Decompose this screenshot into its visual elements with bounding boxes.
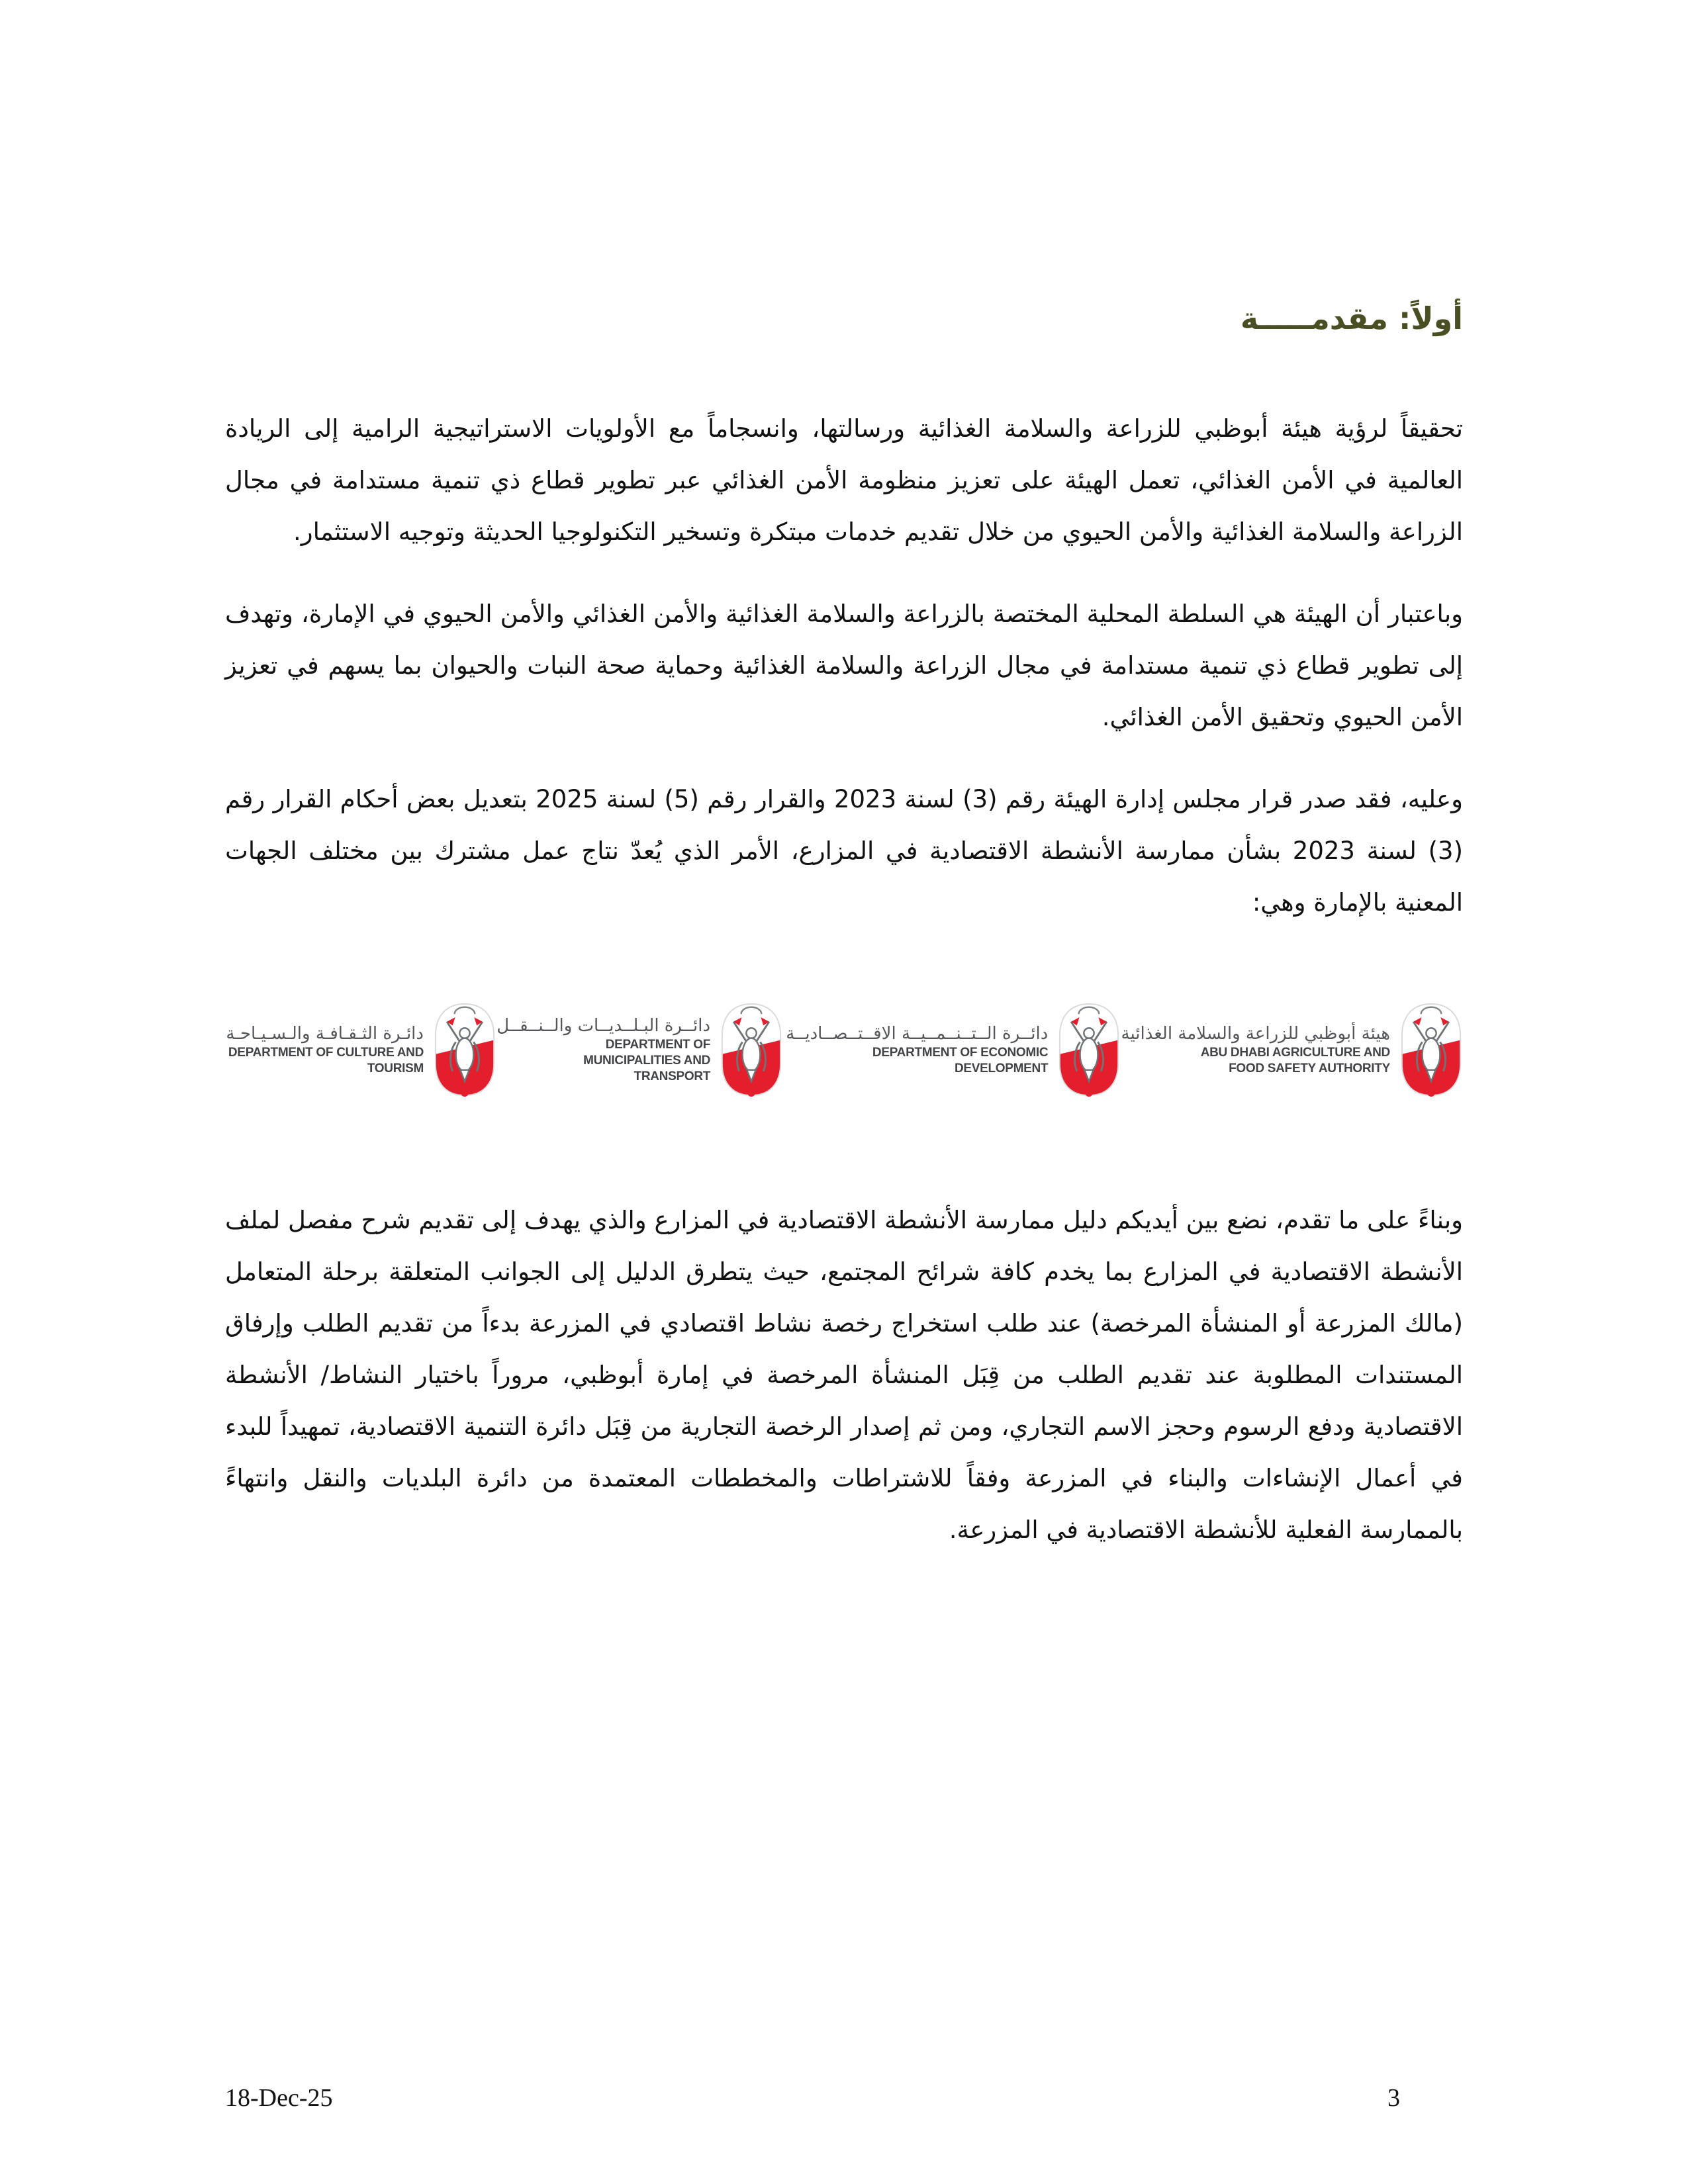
footer-page-number: 3 xyxy=(1387,2084,1400,2112)
page-content xyxy=(225,0,1463,1586)
logo-municipalities-transport-text xyxy=(496,1015,710,1085)
logo-culture-tourism-english-name: DEPARTMENT OF CULTURE AND TOURISM xyxy=(228,1046,424,1075)
logo-agriculture-food-safety-authority xyxy=(1121,1003,1463,1097)
intro-paragraph-4: وبناءً على ما تقدم، نضع بين أيديكم دليل ممارسة الأنشطة الاقتصادية في المزارع والذي يهدف إلى تقديم شرح مفصل لملف الأنشطة الاقتصادية في المزارع بما يخدم كافة شرائح المجتمع، حيث يتطرق الدليل إلى الجوانب المتعلقة برحلة المتعامل (مالك المزرعة أو المنشأة المرخصة) عند طلب استخراج رخصة نشاط اقتصادي في المزرعة بدءاً من تقديم الطلب وإرفاق المستندات المطلوبة عند تقديم الطلب من قِبَل المنشأة المرخصة في إمارة أبوظبي، مروراً باختيار النشاط/ الأنشطة الاقتصادية ودفع الرسوم وحجز الاسم التجاري، ومن ثم إصدار الرخصة التجارية من قِبَل دائرة التنمية الاقتصادية، تمهيداً للبدء في أعمال الإنشاءات والبناء في المزرعة وفقاً للاشتراطات والمخططات المعتمدة من دائرة البلديات والنقل وانتهاءً بالممارسة الفعلية للأنشطة الاقتصادية في المزرعة. xyxy=(225,1206,1463,1544)
section-heading: أولاً: مقدمـــــة xyxy=(1240,300,1463,336)
logo-culture-tourism-arabic-name: دائـرة الثـقـافـة والـسـيـاحـة xyxy=(226,1024,424,1044)
logo-agriculture-food-safety-authority-text xyxy=(1121,1023,1390,1077)
footer-date: 18-Dec-25 xyxy=(225,2084,333,2112)
page-footer xyxy=(225,2083,1463,2113)
logo-agriculture-food-safety-authority-arabic-name: هيئة أبوظبي للزراعة والسلامة الغذائية xyxy=(1121,1024,1390,1044)
logo-economic-development-arabic-name: دائــرة الــتــنــمــيــة الاقــتــصــاديــة xyxy=(786,1024,1049,1044)
abu-dhabi-emblem-icon xyxy=(1057,1003,1121,1097)
intro-paragraph-1: تحقيقاً لرؤية هيئة أبوظبي للزراعة والسلامة الغذائية ورسالتها، وانسجاماً مع الأولويات الاستراتيجية الرامية إلى الريادة العالمية في الأمن الغذائي، تعمل الهيئة على تعزيز منظومة الأمن الغذائي عبر تطوير قطاع ذي تنمية مستدامة في مجال الزراعة والسلامة الغذائية والأمن الحيوي من خلال تقديم خدمات مبتكرة وتسخير التكنولوجيا الحديثة وتوجيه الاستثمار. xyxy=(225,414,1463,546)
abu-dhabi-emblem-icon xyxy=(433,1003,496,1097)
logo-economic-development-english-name: DEPARTMENT OF ECONOMIC DEVELOPMENT xyxy=(872,1046,1049,1075)
logo-agriculture-food-safety-authority-english-name: ABU DHABI AGRICULTURE AND FOOD SAFETY AUTHORITY xyxy=(1200,1046,1390,1075)
abu-dhabi-emblem-icon xyxy=(1399,1003,1463,1097)
logo-economic-development-text xyxy=(783,1023,1048,1077)
logo-municipalities-transport xyxy=(496,1003,783,1097)
logo-culture-tourism-text xyxy=(225,1023,424,1077)
logo-municipalities-transport-arabic-name: دائــرة البـلــديــات والــنــقــل xyxy=(496,1016,711,1036)
government-logos-row xyxy=(225,1003,1463,1097)
intro-paragraph-3: وعليه، فقد صدر قرار مجلس إدارة الهيئة رقم (3) لسنة 2023 والقرار رقم (5) لسنة 2025 بتعديل بعض أحكام القرار رقم (3) لسنة 2023 بشأن ممارسة الأنشطة الاقتصادية في المزارع، الأمر الذي يُعدّ نتاج عمل مشترك بين مختلف الجهات المعنية بالإمارة وهي: xyxy=(225,785,1463,917)
intro-paragraph-2: وباعتبار أن الهيئة هي السلطة المحلية المختصة بالزراعة والسلامة الغذائية والأمن الغذائي والأمن الحيوي في الإمارة، وتهدف إلى تطوير قطاع ذي تنمية مستدامة في مجال الزراعة والسلامة الغذائية وحماية صحة النبات والحيوان بما يسهم في تعزيز الأمن الحيوي وتحقيق الأمن الغذائي. xyxy=(225,600,1463,731)
abu-dhabi-emblem-icon xyxy=(720,1003,783,1097)
logo-economic-development xyxy=(783,1003,1121,1097)
logo-municipalities-transport-english-name: DEPARTMENT OF MUNICIPALITIES AND TRANSPORT xyxy=(583,1038,711,1083)
logo-culture-tourism xyxy=(225,1003,496,1097)
